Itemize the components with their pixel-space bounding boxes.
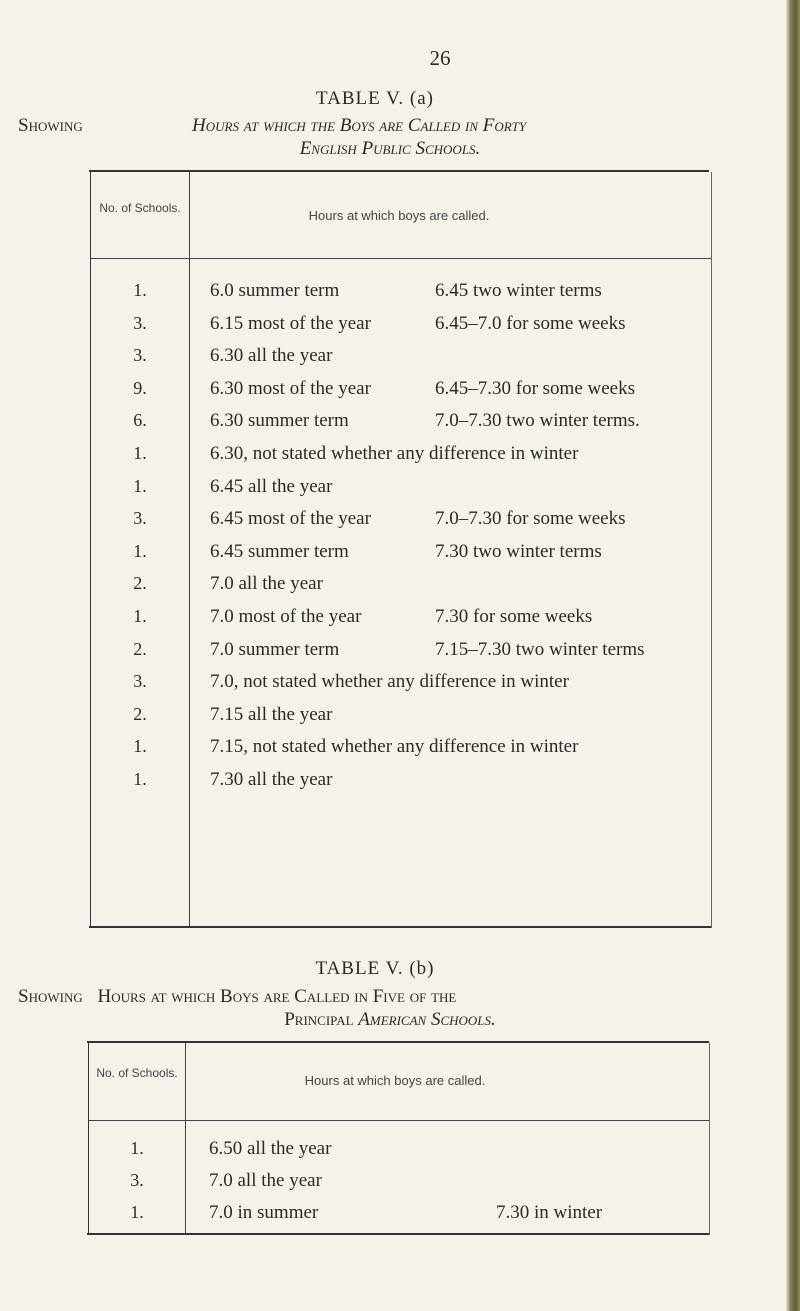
- row-school-count: 1.: [133, 736, 147, 757]
- row-school-count: 3.: [133, 345, 147, 366]
- row-hours-secondary: 6.45–7.30 for some weeks: [435, 377, 635, 399]
- row-school-count: 1.: [133, 769, 147, 789]
- table-b-caption-showing: Showing: [18, 986, 83, 1007]
- table-a-caption-showing: Showing: [18, 115, 83, 136]
- row-school-count: 1.: [133, 606, 147, 626]
- table-row: [91, 736, 711, 766]
- row-hours-secondary: 7.30 two winter terms: [435, 540, 602, 562]
- table-row: [91, 671, 711, 701]
- table-row: [91, 704, 711, 734]
- row-school-count: 3.: [130, 1170, 144, 1190]
- table-row: [91, 410, 711, 440]
- row-hours-primary: 7.15 all the year: [210, 703, 333, 725]
- table-row: [91, 280, 711, 310]
- row-hours-primary: 6.45 summer term: [210, 540, 349, 562]
- table-row: [91, 573, 711, 603]
- table-row: [89, 1138, 709, 1168]
- row-hours-primary: 7.15, not stated whether any difference in winter: [210, 736, 579, 758]
- row-hours-primary: 7.0, not stated whether any difference in winter: [210, 671, 569, 693]
- table-b-caption: [0, 985, 800, 1031]
- table-b-caption-line2-b: American Schools.: [358, 1009, 496, 1030]
- row-hours-primary: 7.0 all the year: [210, 573, 323, 595]
- table-b-caption-line1: Hours at which Boys are Called in Five of the: [97, 986, 457, 1007]
- row-hours-secondary: 7.0–7.30 two winter terms.: [435, 410, 640, 432]
- row-hours-primary: 6.15 most of the year: [210, 312, 371, 334]
- row-school-count: 1.: [130, 1202, 144, 1222]
- table-row: [91, 443, 711, 473]
- table-a-caption-line2: English Public Schools.: [299, 138, 481, 159]
- row-school-count: 3.: [133, 671, 147, 692]
- table-row: [91, 313, 711, 343]
- row-hours-secondary: 7.30 in winter: [496, 1202, 603, 1223]
- table-row: [89, 1202, 709, 1232]
- table-row: [91, 378, 711, 408]
- table-b: [88, 1043, 710, 1235]
- row-hours-primary: 7.0 summer term: [210, 638, 340, 660]
- row-hours-primary: 6.50 all the year: [209, 1138, 332, 1159]
- table-row: [91, 606, 711, 636]
- row-school-count: 6.: [133, 410, 147, 431]
- row-hours-primary: 6.30 summer term: [210, 410, 349, 432]
- row-school-count: 9.: [133, 377, 147, 398]
- table-row: [91, 508, 711, 538]
- table-b-header-hours: Hours at which boys are called.: [304, 1073, 486, 1088]
- table-b-caption-line2-a: Principal: [284, 1009, 354, 1030]
- row-school-count: 1.: [133, 280, 147, 300]
- row-school-count: 1.: [133, 475, 147, 496]
- row-hours-primary: 6.30 most of the year: [210, 377, 371, 399]
- row-hours-secondary: 7.30 for some weeks: [435, 606, 593, 627]
- row-hours-primary: 7.0 all the year: [209, 1170, 322, 1191]
- table-row: [91, 639, 711, 669]
- row-school-count: 2.: [133, 638, 147, 659]
- table-a-header-no: No. of Schools.: [99, 201, 181, 215]
- row-school-count: 2.: [133, 703, 147, 724]
- table-row: [91, 476, 711, 506]
- row-hours-secondary: 6.45 two winter terms: [435, 280, 602, 301]
- row-hours-primary: 7.30 all the year: [210, 769, 333, 790]
- table-row: [91, 769, 711, 799]
- row-hours-primary: 7.0 most of the year: [210, 606, 362, 627]
- row-hours-primary: 6.45 all the year: [210, 475, 333, 497]
- row-hours-secondary: 6.45–7.0 for some weeks: [435, 312, 626, 334]
- table-b-header-no: No. of Schools.: [96, 1066, 178, 1080]
- row-hours-primary: 6.30 all the year: [210, 345, 333, 367]
- row-school-count: 1.: [133, 443, 147, 463]
- row-school-count: 1.: [133, 540, 147, 561]
- table-a-header-hours: Hours at which boys are called.: [308, 208, 490, 223]
- row-hours-primary: 6.45 most of the year: [210, 508, 371, 530]
- table-row: [91, 345, 711, 375]
- table-row: [89, 1170, 709, 1200]
- row-school-count: 1.: [130, 1138, 144, 1158]
- table-row: [91, 541, 711, 571]
- table-a-caption: [0, 114, 800, 160]
- page-number: 26: [429, 46, 451, 70]
- table-a-title: TABLE V. (a): [316, 88, 434, 109]
- row-school-count: 3.: [133, 508, 147, 529]
- row-school-count: 3.: [133, 312, 147, 333]
- row-school-count: 2.: [133, 573, 147, 594]
- row-hours-primary: 6.0 summer term: [210, 280, 340, 301]
- row-hours-secondary: 7.15–7.30 two winter terms: [435, 638, 645, 660]
- row-hours-secondary: 7.0–7.30 for some weeks: [435, 508, 626, 530]
- row-hours-primary: 6.30, not stated whether any difference in winter: [210, 443, 579, 464]
- table-a-caption-line1: Hours at which the Boys are Called in Forty: [192, 115, 527, 136]
- page-edge-binding: [786, 0, 800, 1311]
- row-hours-primary: 7.0 in summer: [209, 1202, 319, 1223]
- table-b-title: TABLE V. (b): [315, 958, 435, 979]
- table-a: [90, 172, 712, 928]
